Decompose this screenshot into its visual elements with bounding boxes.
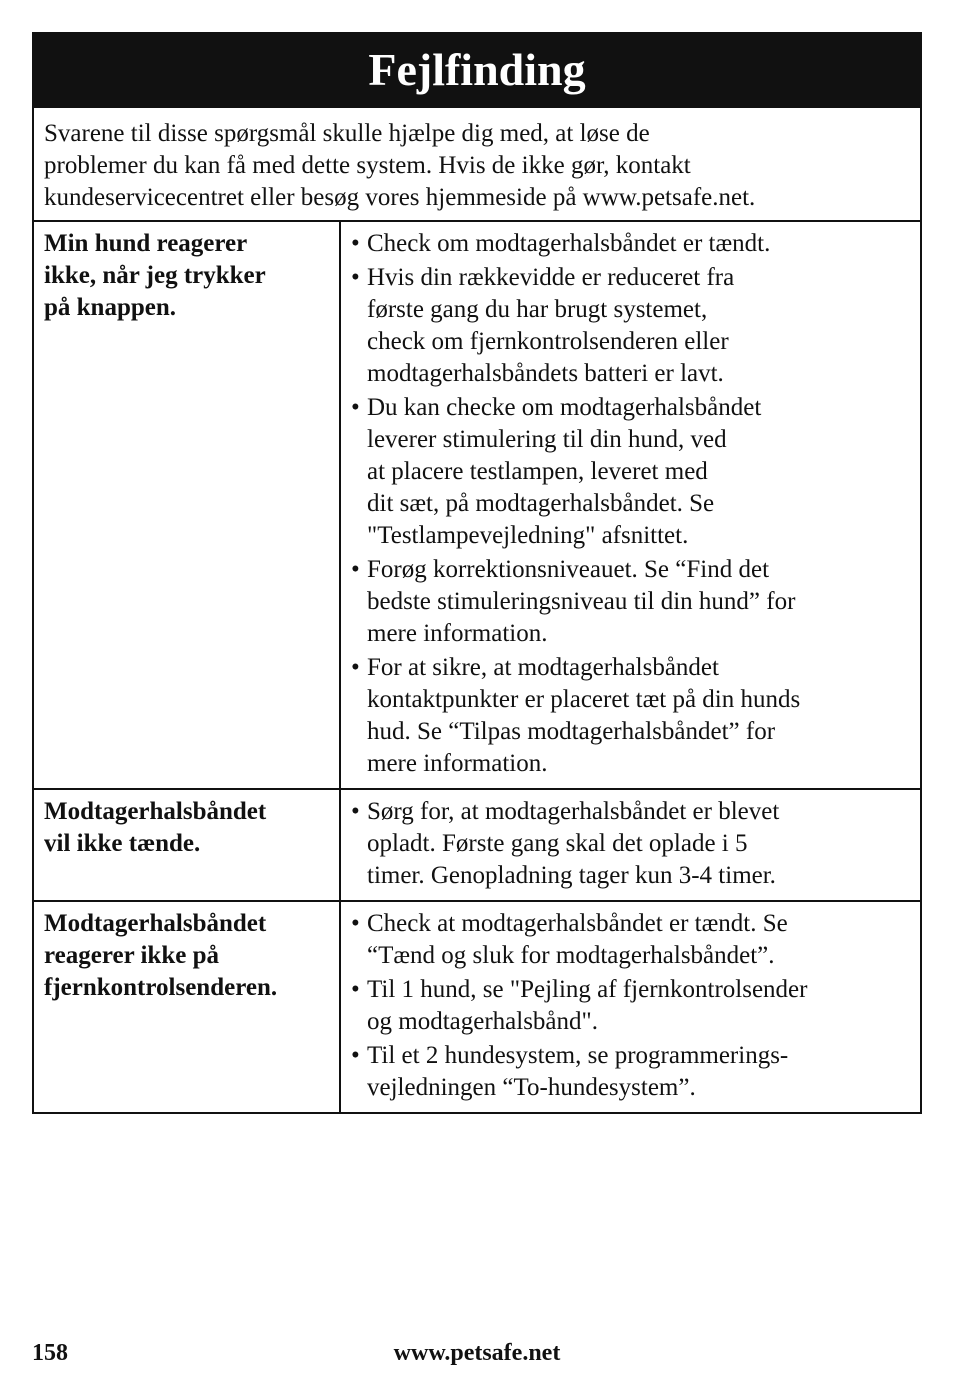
problem-line: reagerer ikke på (44, 942, 219, 969)
bullet-icon: • (351, 394, 360, 421)
solution-line: Forøg korrektionsniveauet. Se “Find det (367, 556, 770, 583)
problem-cell (34, 790, 341, 900)
problem-line: ikke, når jeg trykker (44, 262, 266, 289)
table-row (34, 900, 920, 1112)
troubleshooting-table (32, 32, 922, 1114)
bullet-icon: • (351, 654, 360, 681)
problem-line: fjernkontrolsenderen. (44, 974, 278, 1001)
page-footer (32, 1340, 922, 1376)
bullet-icon: • (351, 264, 360, 291)
intro-line: Svarene til disse spørgsmål skulle hjælpe dig med, at løse de (44, 120, 650, 147)
solution-line: vejledningen “To-hundesystem”. (367, 1074, 696, 1101)
problem-line: Modtagerhalsbåndet (44, 798, 267, 825)
solution-item (351, 1040, 910, 1104)
solution-item (351, 796, 910, 892)
solution-line: Check at modtagerhalsbåndet er tændt. Se (367, 910, 788, 937)
solution-cell (341, 902, 920, 1112)
solution-line: Til 1 hund, se "Pejling af fjernkontrolsender (367, 976, 808, 1003)
problem-line: vil ikke tænde. (44, 830, 201, 857)
solution-line: kontaktpunkter er placeret tæt på din hunds (367, 686, 801, 713)
problem-line: Min hund reagerer (44, 230, 248, 257)
solution-line: bedste stimuleringsniveau til din hund” for (367, 588, 796, 615)
solution-cell (341, 222, 920, 788)
page-title: Fejlfinding (34, 34, 920, 106)
solution-item (351, 228, 910, 260)
intro-paragraph (34, 106, 920, 220)
solution-line: modtagerhalsbåndets batteri er lavt. (367, 360, 724, 387)
solution-line: Til et 2 hundesystem, se programmerings- (367, 1042, 789, 1069)
solution-line: “Tænd og sluk for modtagerhalsbåndet”. (367, 942, 775, 969)
solution-line: Du kan checke om modtagerhalsbåndet (367, 394, 762, 421)
solution-line: og modtagerhalsbånd". (367, 1008, 598, 1035)
solution-item (351, 908, 910, 972)
solution-line: timer. Genopladning tager kun 3-4 timer. (367, 862, 776, 889)
solution-line: Hvis din rækkevidde er reduceret fra (367, 264, 735, 291)
solution-cell (341, 790, 920, 900)
solution-line: mere information. (367, 750, 548, 777)
solution-line: første gang du har brugt systemet, (367, 296, 708, 323)
solution-line: leverer stimulering til din hund, ved (367, 426, 727, 453)
solution-line: check om fjernkontrolsenderen eller (367, 328, 729, 355)
bullet-icon: • (351, 976, 360, 1003)
solution-line: Check om modtagerhalsbåndet er tændt. (367, 230, 771, 257)
intro-line: problemer du kan få med dette system. Hvis de ikke gør, kontakt (44, 152, 691, 179)
table-row (34, 220, 920, 788)
solution-item (351, 652, 910, 780)
solution-line: at placere testlampen, leveret med (367, 458, 708, 485)
solution-item (351, 554, 910, 650)
solution-line: mere information. (367, 620, 548, 647)
intro-line: kundeservicecentret eller besøg vores hjemmeside på www.petsafe.net. (44, 184, 756, 211)
bullet-icon: • (351, 556, 360, 583)
solution-line: dit sæt, på modtagerhalsbåndet. Se (367, 490, 715, 517)
problem-line: Modtagerhalsbåndet (44, 910, 267, 937)
bullet-icon: • (351, 798, 360, 825)
bullet-icon: • (351, 1042, 360, 1069)
solution-line: opladt. Første gang skal det oplade i 5 (367, 830, 748, 857)
problem-cell (34, 902, 341, 1112)
problem-cell (34, 222, 341, 788)
solution-line: "Testlampevejledning" afsnittet. (367, 522, 689, 549)
solution-line: Sørg for, at modtagerhalsbåndet er blevet (367, 798, 780, 825)
bullet-icon: • (351, 910, 360, 937)
problem-line: på knappen. (44, 294, 177, 321)
solution-line: hud. Se “Tilpas modtagerhalsbåndet” for (367, 718, 776, 745)
solution-item (351, 262, 910, 390)
page-number: 158 (32, 1340, 68, 1366)
bullet-icon: • (351, 230, 360, 257)
footer-website-link[interactable]: www.petsafe.net (393, 1340, 561, 1366)
solution-item (351, 974, 910, 1038)
solution-line: For at sikre, at modtagerhalsbåndet (367, 654, 719, 681)
solution-item (351, 392, 910, 552)
table-row (34, 788, 920, 900)
